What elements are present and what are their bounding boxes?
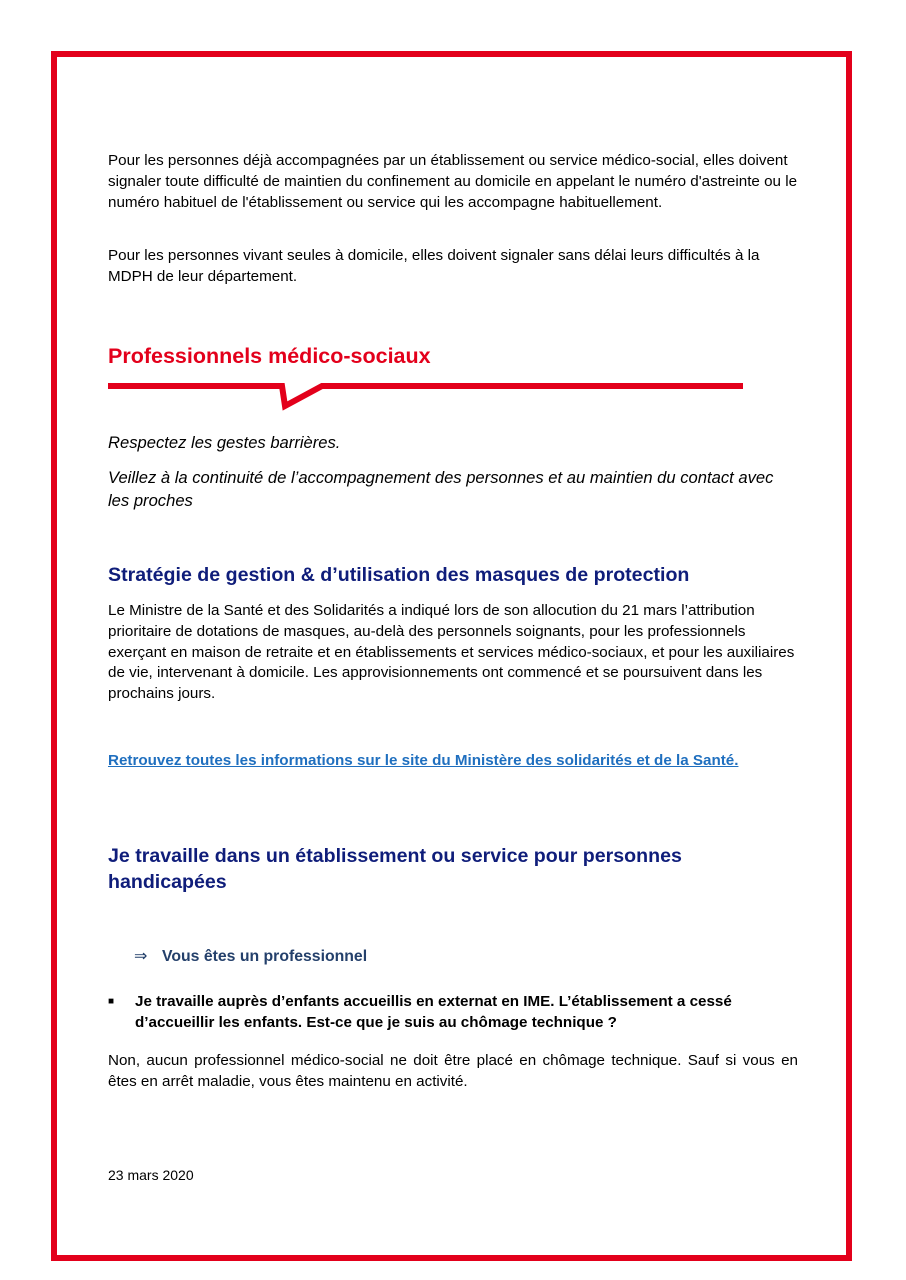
masques-paragraph: Le Ministre de la Santé et des Solidarités a indiqué lors de son allocution du 21 mars l’attribution prioritaire de dotations de masques, au-delà des personnels soignants, pour les professionnels exerçant en maison de retraite et en établissements et services médico-sociaux, et pour les auxiliaires de vie, intervenant à domicile. Les approvisionnements ont commencé et se poursuivent dans les prochains jours.	[108, 602, 795, 703]
arrow-right-icon: ⇒	[134, 948, 148, 965]
title-underline-decoration	[108, 380, 748, 412]
section-title-masques: Stratégie de gestion & d’utilisation des masques de protection	[108, 564, 690, 586]
square-bullet-icon: ■	[108, 996, 115, 1007]
ministere-link[interactable]: Retrouvez toutes les informations sur le site du Ministère des solidarités et de la Santé.	[108, 752, 739, 769]
faq-question-text: Je travaille auprès d’enfants accueillis en externat en IME. L’établissement a cessé d’accueillir les enfants. Est-ce que je suis au chômage technique ?	[135, 993, 732, 1031]
section-title-travail: Je travaille dans un établissement ou service pour personnes handicapées	[108, 845, 682, 893]
intro-paragraph-2: Pour les personnes vivant seules à domicile, elles doivent signaler sans délai leurs difficultés à la MDPH de leur département.	[108, 247, 760, 285]
faq-answer: Non, aucun professionnel médico-social ne doit être placé en chômage technique. Sauf si vous en êtes en arrêt maladie, vous êtes maintenu en activité.	[108, 1052, 798, 1090]
italic-note-continuite: Veillez à la continuité de l’accompagnement des personnes et au maintien du contact avec les proches	[108, 468, 774, 510]
italic-note-gestes: Respectez les gestes barrières.	[108, 433, 341, 452]
subsection-professionnel	[134, 946, 367, 968]
footer-date: 23 mars 2020	[108, 1167, 194, 1183]
intro-paragraph-1: Pour les personnes déjà accompagnées par un établissement ou service médico-social, elles doivent signaler toute difficulté de maintien du confinement au domicile en appelant le numéro d'astreinte ou le numéro habituel de l'établissement ou service qui les accompagne habituellement.	[108, 152, 798, 211]
section-title-professionnels: Professionnels médico-sociaux	[108, 344, 431, 368]
faq-question	[108, 992, 798, 1034]
subsection-label: Vous êtes un professionnel	[162, 948, 368, 965]
